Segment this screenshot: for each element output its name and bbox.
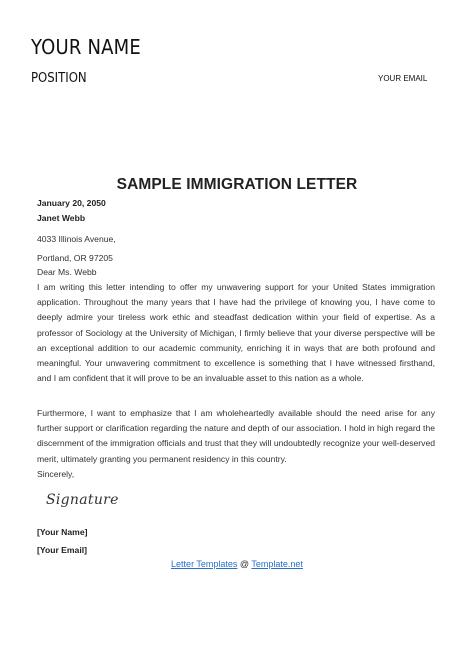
sender-position-header: POSITION [31, 71, 87, 86]
sender-email-header: YOUR EMAIL [378, 74, 428, 83]
body-paragraph-2: Furthermore, I want to emphasize that I am wholeheartedly available should the need arise for any further support or clarification regarding the nature and depth of our association. I hold in high regard the discernment of the immigration officials and trust that they will undoubtedly recognize your well-deserved merit, ultimately granting you permanent residency in this country. [37, 408, 435, 464]
template-net-link[interactable]: Template.net [251, 559, 303, 569]
recipient-address-line1: 4033 Illinois Avenue, [37, 234, 116, 244]
recipient-name: Janet Webb [37, 213, 86, 223]
footer-credit [0, 559, 474, 569]
sender-name: [Your Name] [37, 527, 88, 537]
recipient-address-line2: Portland, OR 97205 [37, 253, 113, 263]
sender-email: [Your Email] [37, 545, 87, 555]
letter-date: January 20, 2050 [37, 198, 106, 208]
letter-templates-link[interactable]: Letter Templates [171, 559, 238, 569]
footer-separator: @ [237, 559, 252, 569]
sender-name-header: YOUR NAME [31, 35, 141, 59]
body-paragraph-1: I am writing this letter intending to offer my unwavering support for your United States immigration application. Throughout the many years that I have had the privilege of knowing you, I have come to deeply admire your tireless work ethic and steadfast dedication within your field of expertise. As a professor of Sociology at the University of Michigan, I firmly believe that your diverse perspective will be an exceptional addition to our academic community, enriching it in ways that are both profound and meaningful. Your unwavering commitment to excellence is something that I have witnessed firsthand, and I am confident that it will prove to be an invaluable asset to this nation as a whole. [37, 282, 435, 384]
closing: Sincerely, [37, 469, 75, 479]
salutation: Dear Ms. Webb [37, 267, 97, 277]
signature: Signature [46, 492, 119, 508]
letter-title: SAMPLE IMMIGRATION LETTER [116, 176, 358, 193]
